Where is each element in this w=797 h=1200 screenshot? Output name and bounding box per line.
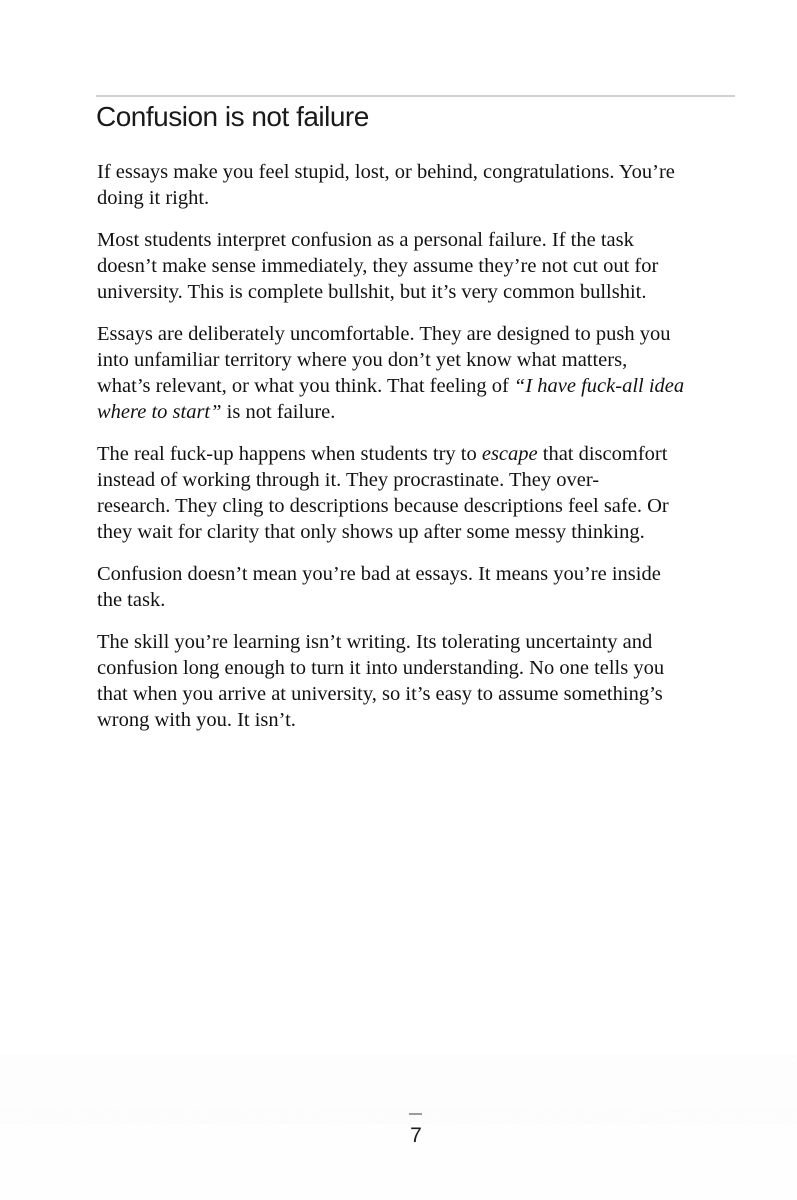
regular-text: The real fuck-up happens when students try to xyxy=(97,443,482,465)
text-line xyxy=(97,279,757,305)
regular-text: instead of working through it. They procrastinate. They over- xyxy=(97,469,600,491)
body-text xyxy=(97,159,757,749)
text-line xyxy=(97,373,757,399)
text-line xyxy=(97,253,757,279)
paragraph xyxy=(97,159,757,211)
regular-text: Essays are deliberately uncomfortable. They are designed to push you xyxy=(97,323,671,345)
regular-text: into unfamiliar territory where you don’t yet know what matters, xyxy=(97,349,628,371)
regular-text: the task. xyxy=(97,589,166,611)
header-divider xyxy=(96,95,735,97)
regular-text: confusion long enough to turn it into understanding. No one tells you xyxy=(97,657,665,679)
text-line xyxy=(97,227,757,253)
paragraph xyxy=(97,321,757,425)
regular-text: doing it right. xyxy=(97,187,210,209)
text-line xyxy=(97,467,757,493)
text-line xyxy=(97,561,757,587)
text-line xyxy=(97,347,757,373)
regular-text: If essays make you feel stupid, lost, or behind, congratulations. You’re xyxy=(97,161,675,183)
text-line xyxy=(97,707,757,733)
paragraph xyxy=(97,227,757,305)
regular-text: doesn’t make sense immediately, they assume they’re not cut out for xyxy=(97,255,659,277)
text-line xyxy=(97,629,757,655)
regular-text: Confusion doesn’t mean you’re bad at essays. It means you’re inside xyxy=(97,563,661,585)
text-line xyxy=(97,159,757,185)
regular-text: Most students interpret confusion as a personal failure. If the task xyxy=(97,229,634,251)
regular-text: they wait for clarity that only shows up after some messy thinking. xyxy=(97,521,645,543)
page-number: 7 xyxy=(410,1124,422,1147)
page-title: Confusion is not failure xyxy=(96,101,369,132)
text-line xyxy=(97,399,757,425)
text-line xyxy=(97,681,757,707)
italic-text: “I have fuck-all idea xyxy=(513,375,685,397)
paragraph xyxy=(97,629,757,733)
regular-text: The skill you’re learning isn’t writing. Its tolerating uncertainty and xyxy=(97,631,653,653)
regular-text: that when you arrive at university, so it’s easy to assume something’s xyxy=(97,683,663,705)
text-line xyxy=(97,493,757,519)
regular-text: university. This is complete bullshit, but it’s very common bullshit. xyxy=(97,281,647,303)
regular-text: is not failure. xyxy=(221,401,336,423)
paragraph xyxy=(97,441,757,545)
text-line xyxy=(97,441,757,467)
italic-text: where to start” xyxy=(97,401,222,423)
italic-text: escape xyxy=(481,443,538,465)
regular-text: research. They cling to descriptions because descriptions feel safe. Or xyxy=(97,495,669,517)
footer-dash-icon xyxy=(409,1113,422,1115)
paragraph xyxy=(97,561,757,613)
text-line xyxy=(97,519,757,545)
text-line xyxy=(97,587,757,613)
text-line xyxy=(97,185,757,211)
regular-text: that discomfort xyxy=(537,443,668,465)
text-line xyxy=(97,321,757,347)
text-line xyxy=(97,655,757,681)
regular-text: wrong with you. It isn’t. xyxy=(97,709,296,731)
regular-text: what’s relevant, or what you think. That feeling of xyxy=(97,375,514,397)
